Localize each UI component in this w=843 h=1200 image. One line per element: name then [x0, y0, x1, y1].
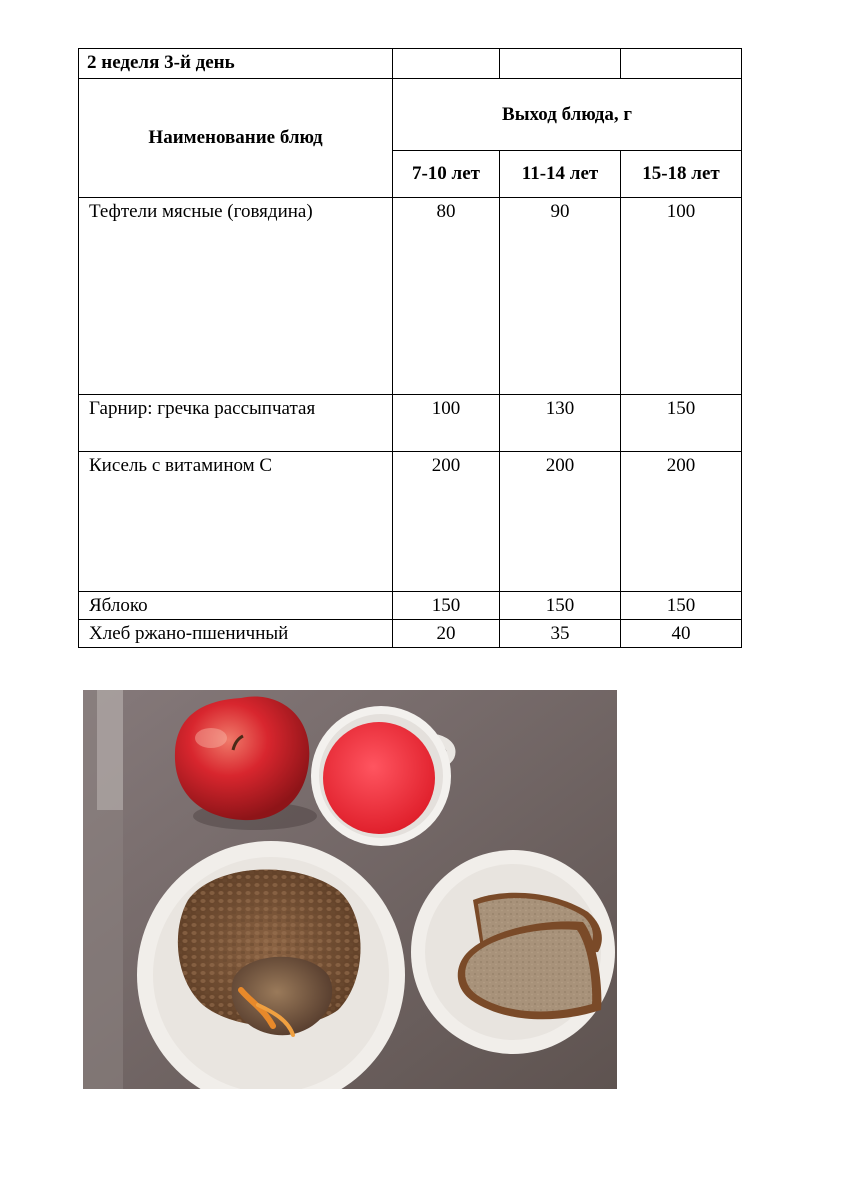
- table-row: [79, 620, 742, 648]
- empty-cell: [621, 49, 742, 79]
- portion-value: 200: [393, 452, 500, 592]
- portion-value: 150: [621, 592, 742, 620]
- table-title-row: [79, 49, 742, 79]
- empty-cell: [500, 49, 621, 79]
- empty-cell: [393, 49, 500, 79]
- portion-value: 100: [621, 198, 742, 395]
- dish-name: Яблоко: [79, 592, 393, 620]
- menu-day-title: 2 неделя 3-й день: [79, 49, 393, 79]
- portion-value: 130: [500, 395, 621, 452]
- portion-value: 150: [393, 592, 500, 620]
- meal-photo: [83, 690, 617, 1089]
- portion-value: 150: [500, 592, 621, 620]
- dish-name: Гарнир: гречка рассыпчатая: [79, 395, 393, 452]
- portion-value: 35: [500, 620, 621, 648]
- age-group-header: 11-14 лет: [500, 151, 621, 198]
- output-header: Выход блюда, г: [393, 79, 742, 151]
- bread-plate: [411, 850, 615, 1054]
- menu-table: [78, 48, 742, 648]
- dish-name-header: Наименование блюд: [79, 79, 393, 198]
- table-header-row: [79, 79, 742, 151]
- age-group-header: 7-10 лет: [393, 151, 500, 198]
- portion-value: 150: [621, 395, 742, 452]
- table-row: [79, 592, 742, 620]
- kissel-cup: [311, 706, 451, 846]
- dish-name: Кисель с витамином С: [79, 452, 393, 592]
- portion-value: 100: [393, 395, 500, 452]
- portion-value: 200: [621, 452, 742, 592]
- portion-value: 90: [500, 198, 621, 395]
- dish-name: Тефтели мясные (говядина): [79, 198, 393, 395]
- dish-name: Хлеб ржано-пшеничный: [79, 620, 393, 648]
- table-row: [79, 395, 742, 452]
- table-row: [79, 198, 742, 395]
- portion-value: 20: [393, 620, 500, 648]
- portion-value: 40: [621, 620, 742, 648]
- portion-value: 80: [393, 198, 500, 395]
- portion-value: 200: [500, 452, 621, 592]
- age-group-header: 15-18 лет: [621, 151, 742, 198]
- table-row: [79, 452, 742, 592]
